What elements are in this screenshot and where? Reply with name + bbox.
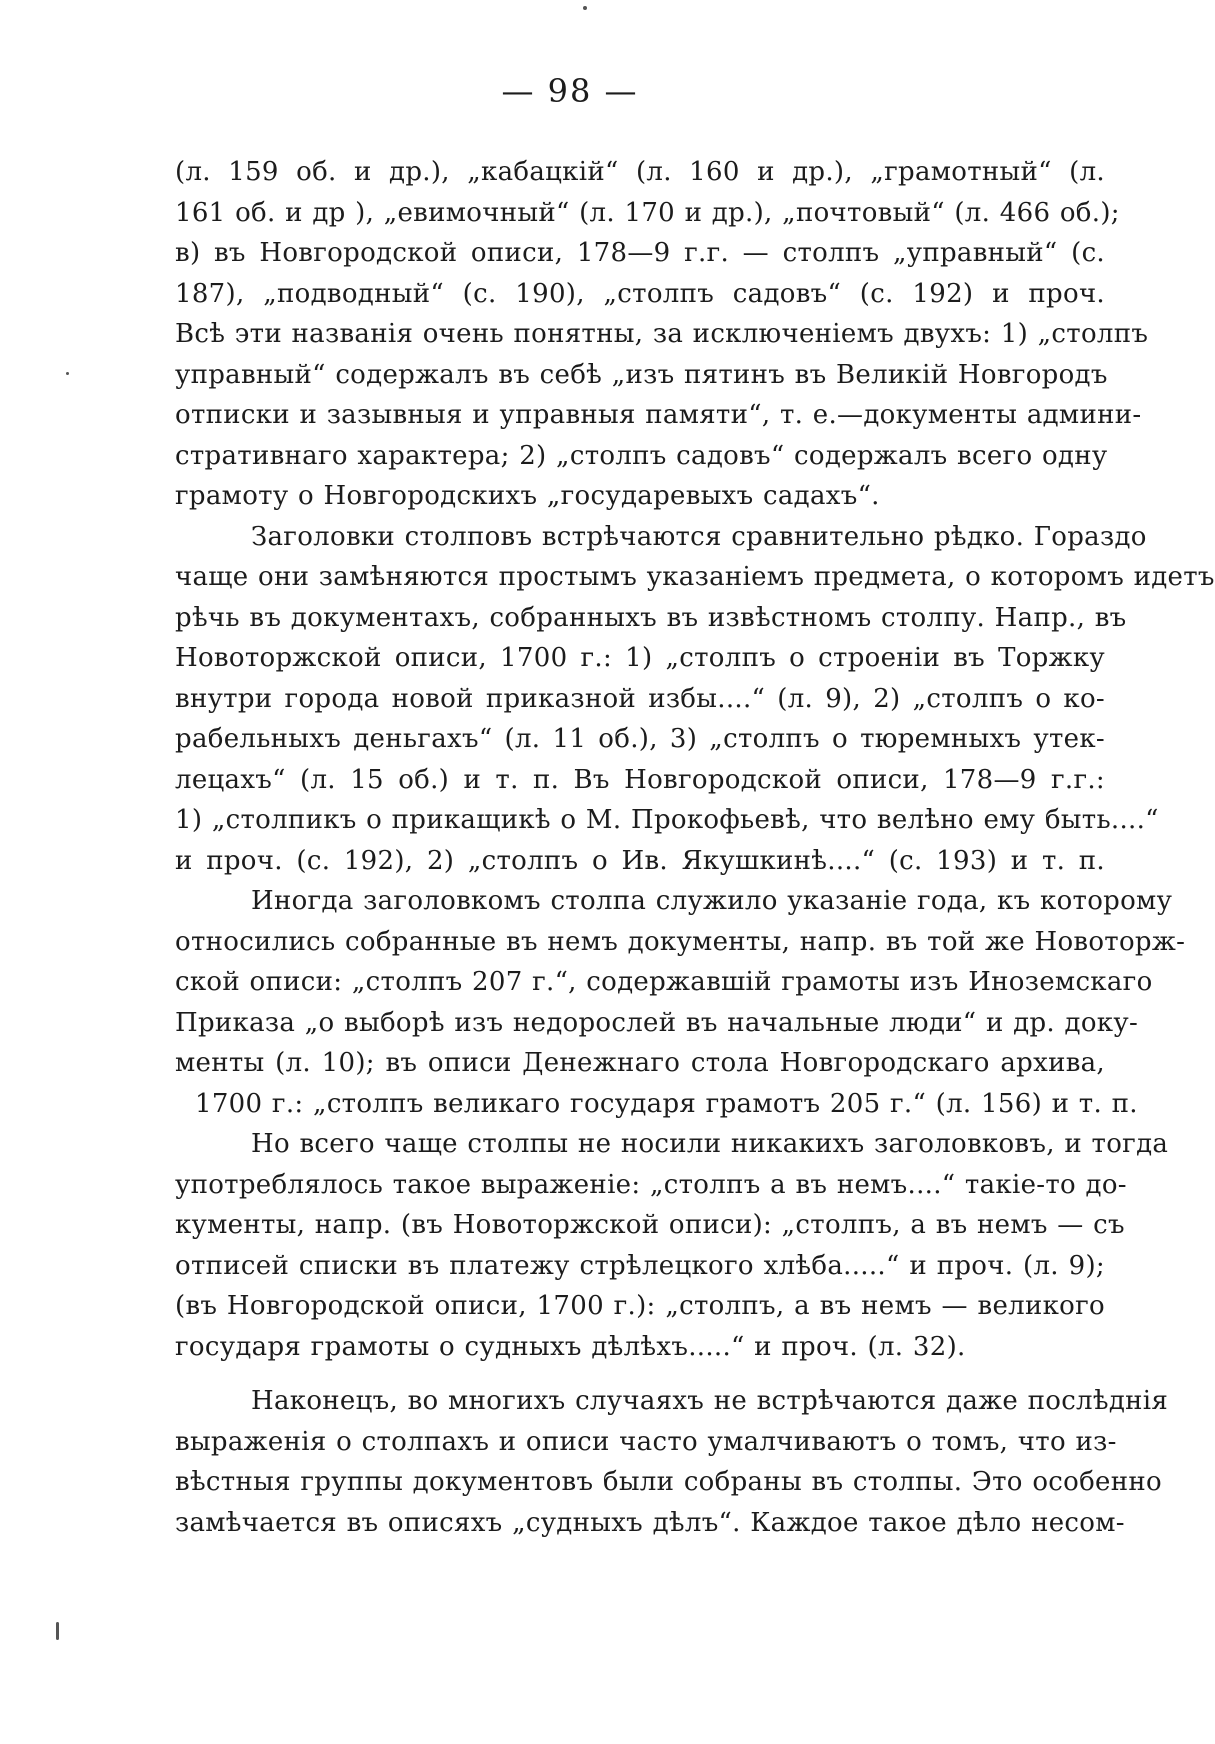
- paragraph: [175, 881, 1186, 1124]
- text-line: стративнаго характера; 2) „столпъ садовъ“ содержалъ всего одну: [175, 440, 1108, 471]
- text-line: выраженія о столпахъ и описи часто умалчиваютъ о томъ, что из-: [175, 1426, 1117, 1457]
- text-line: (л. 159 об. и др.), „кабацкій“ (л. 160 и др.), „грамотный“ (л.: [175, 157, 1105, 187]
- text-line: Приказа „о выборѣ изъ недорослей въ начальные люди“ и др. доку-: [175, 1007, 1139, 1038]
- text-line: грамоту о Новгородскихъ „государевыхъ садахъ“.: [175, 481, 880, 511]
- text-line: рабельныхъ деньгахъ“ (л. 11 об.), 3) „столпъ о тюремныхъ утек-: [175, 724, 1105, 754]
- text-line: 187), „подводный“ (с. 190), „столпъ садовъ“ (с. 192) и проч.: [175, 278, 1105, 309]
- text-line: замѣчается въ описяхъ „судныхъ дѣлъ“. Каждое такое дѣло несом-: [175, 1507, 1125, 1538]
- page-number: — 98 —: [501, 72, 639, 110]
- text-line: и проч. (с. 192), 2) „столпъ о Ив. Якушкинѣ....“ (с. 193) и т. п.: [175, 845, 1105, 876]
- text-line: лецахъ“ (л. 15 об.) и т. п. Въ Новгородской описи, 178—9 г.г.:: [175, 764, 1105, 795]
- text-line: 1700 г.: „столпъ великаго государя грамотъ 205 г.“ (л. 156) и т. п.: [195, 1088, 1138, 1119]
- text-line: 1) „столпикъ о прикащикѣ о М. Прокофьевѣ, что велѣно ему быть....“: [175, 805, 1159, 835]
- paragraph: [175, 517, 1215, 882]
- paragraph: [175, 1381, 1169, 1543]
- text-line: рѣчь въ документахъ, собранныхъ въ извѣстномъ столпу. Напр., въ: [175, 602, 1127, 633]
- scan-speck: [583, 6, 587, 10]
- text-line: отписей списки въ платежу стрѣлецкого хлѣба.....“ и проч. (л. 9);: [175, 1250, 1105, 1281]
- scan-speck: [66, 372, 69, 375]
- text-line: отписки и зазывныя и управныя памяти“, т. е.—документы админи-: [175, 400, 1142, 430]
- text-line: в) въ Новгородской описи, 178—9 г.г. — столпъ „управный“ (с.: [175, 238, 1105, 268]
- text-line: ской описи: „столпъ 207 г.“, содержавшій грамоты изъ Иноземскаго: [175, 967, 1153, 997]
- text-line: чаще они замѣняются простымъ указаніемъ предмета, о которомъ идетъ: [175, 562, 1215, 592]
- text-line: относились собранные въ немъ документы, напр. въ той же Новоторж-: [175, 926, 1186, 957]
- text-line: Всѣ эти названія очень понятны, за исключеніемъ двухъ: 1) „столпъ: [175, 319, 1149, 349]
- text-line: вѣстныя группы документовъ были собраны въ столпы. Это особенно: [175, 1467, 1162, 1497]
- text-line: внутри города новой приказной избы....“ (л. 9), 2) „столпъ о ко-: [175, 683, 1105, 714]
- text-line: Наконецъ, во многихъ случаяхъ не встрѣчаются даже послѣднія: [251, 1386, 1169, 1416]
- text-line: управный“ содержалъ въ себѣ „изъ пятинъ въ Великій Новгородъ: [175, 359, 1108, 390]
- text-line: государя грамоты о судныхъ дѣлѣхъ.....“ и проч. (л. 32).: [175, 1331, 966, 1362]
- paragraph: [175, 1124, 1169, 1367]
- paragraph: [175, 152, 1149, 517]
- text-line: употреблялось такое выраженіе: „столпъ а въ немъ....“ такіе-то до-: [175, 1169, 1127, 1200]
- text-line: Но всего чаще столпы не носили никакихъ заголовковъ, и тогда: [251, 1129, 1169, 1159]
- text-line: Новоторжской описи, 1700 г.: 1) „столпъ о строеніи въ Торжку: [175, 643, 1105, 673]
- text-line: менты (л. 10); въ описи Денежнаго стола Новгородскаго архива,: [175, 1048, 1105, 1078]
- text-line: (въ Новгородской описи, 1700 г.): „столпъ, а въ немъ — великого: [175, 1291, 1105, 1321]
- text-line: Иногда заголовкомъ столпа служило указаніе года, къ которому: [251, 886, 1173, 916]
- text-line: кументы, напр. (въ Новоторжской описи): „столпъ, а въ немъ — съ: [175, 1210, 1125, 1240]
- text-line: Заголовки столповъ встрѣчаются сравнительно рѣдко. Гораздо: [251, 521, 1147, 552]
- scan-speck: [56, 1622, 59, 1640]
- text-line: 161 об. и др ), „евимочный“ (л. 170 и др.), „почтовый“ (л. 466 об.);: [175, 197, 1120, 228]
- body-text: [175, 152, 1215, 1543]
